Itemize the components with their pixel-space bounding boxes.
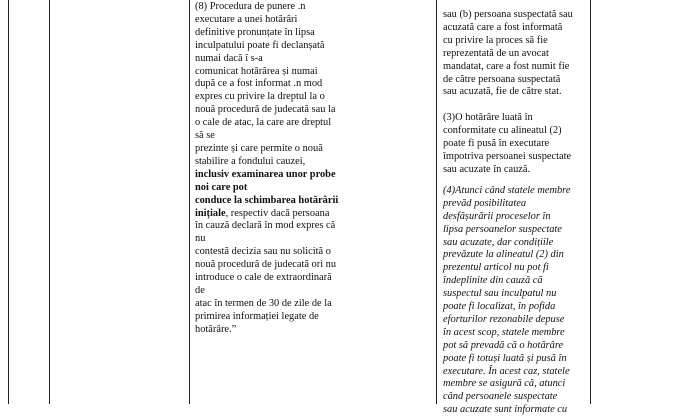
paragraph-4 — [443, 185, 587, 417]
text-line: cu privire la proces să fie — [443, 34, 548, 46]
table-column-divider-2 — [189, 0, 190, 404]
text-line: inclusiv examinarea unor probe — [195, 168, 336, 180]
table-column-divider-1 — [49, 0, 50, 404]
text-line: conduce la schimbarea hotărârii — [195, 194, 339, 206]
text-line: de — [195, 284, 205, 296]
text-line: poate fi localizat, în pofida — [443, 301, 556, 313]
text-line: primirea informației legate de — [195, 310, 319, 322]
text-line: lipsa persoanelor suspectate — [443, 223, 562, 235]
text-line: să se — [195, 130, 215, 142]
text-line: prezentul articol nu pot fi — [443, 262, 549, 274]
text-line: noi care pot — [195, 181, 248, 193]
text-line: hotărâre.” — [195, 323, 237, 335]
text-line: împotriva persoanei suspectate — [443, 151, 572, 163]
text-line: introduce o cale de extraordinară — [195, 272, 332, 284]
text-line: (3)O hotărâre luată în — [443, 112, 533, 124]
text-line: de către persoana suspectată — [443, 73, 561, 85]
text-line: inculpatului poate fi declanșată — [195, 39, 325, 51]
text-line: (4)Atunci când statele membre — [443, 184, 571, 196]
text-line: în cauză declară în mod expres că — [195, 220, 336, 232]
table-column-divider-4 — [590, 0, 591, 404]
text-line-rest: , respectiv dacă persoana — [225, 207, 330, 219]
text-line: reprezentată de un avocat — [443, 47, 549, 59]
text-line: membre se asigură că, atunci — [443, 378, 566, 390]
table-column-divider-3 — [436, 0, 437, 404]
text-line: numai dacă î s-a — [195, 52, 263, 64]
text-line: expres cu privire la dreptul la o — [195, 91, 325, 103]
text-line: în acest scop, statele membre — [443, 326, 565, 338]
text-line: comunicat hotărârea și numai — [195, 65, 318, 77]
text-line: mandatat, care a fost numit fie — [443, 60, 570, 72]
text-line: suspectul sau inculpatul nu — [443, 288, 557, 300]
text-line: executare. În acest caz, statele — [443, 365, 570, 377]
text-line: nouă procedură de judecată sau la — [195, 104, 336, 116]
text-line: când persoanele suspectate — [443, 391, 558, 403]
text-line: (8) Procedura de punere .n — [195, 1, 306, 12]
text-line: poate fi totuși luată și pusă în — [443, 352, 567, 364]
text-line: prevăzute la alineatul (2) din — [443, 249, 564, 261]
text-line: nouă procedură de judecată ori nu — [195, 259, 337, 271]
text-line: pot să prevadă că o hotărâre — [443, 339, 564, 351]
text-line: contestă decizia sau nu solicită o — [195, 246, 331, 258]
text-line: conformitate cu alineatul (2) — [443, 125, 562, 137]
text-line: sau acuzate, dar condițiile — [443, 236, 554, 248]
text-line: atac în termen de 30 de zile de la — [195, 297, 332, 309]
text-line: sau acuzate sunt informate cu — [443, 404, 568, 416]
text-line: o cale de atac, la care are dreptul — [195, 117, 332, 129]
left-text-cell — [195, 1, 433, 337]
text-line: prezinte și care permite o nouă — [195, 142, 323, 154]
text-line: desfășurării proceselor în — [443, 210, 551, 222]
paragraph-3 — [443, 112, 587, 177]
text-line: eforturilor rezonabile depuse — [443, 313, 565, 325]
text-line: acuzată care a fost informată — [443, 21, 563, 33]
text-line: îndeplinite din cauză că — [443, 275, 543, 287]
text-line: executare a unei hotărâri — [195, 13, 298, 25]
text-line: definitive pronunțate în lipsa — [195, 26, 315, 38]
text-line: sau (b) persoana suspectată sau — [443, 9, 573, 20]
text-line — [195, 208, 433, 221]
right-text-cell — [443, 9, 587, 417]
text-line: sau acuzată, fie de către stat. — [443, 86, 562, 98]
text-line: prevăd posibilitatea — [443, 197, 527, 209]
text-line: după ce a fost informat .n mod — [195, 78, 323, 90]
text-line: nu — [195, 233, 206, 245]
text-line: stabilire a fondului cauzei, — [195, 155, 306, 167]
text-line: poate fi pusă în executare — [443, 138, 550, 150]
paragraph-option-b — [443, 9, 587, 99]
table-border-left — [8, 0, 9, 404]
text-line: sau acuzate în cauză. — [443, 163, 531, 175]
text-line-bold-part: inițiale — [195, 207, 226, 219]
